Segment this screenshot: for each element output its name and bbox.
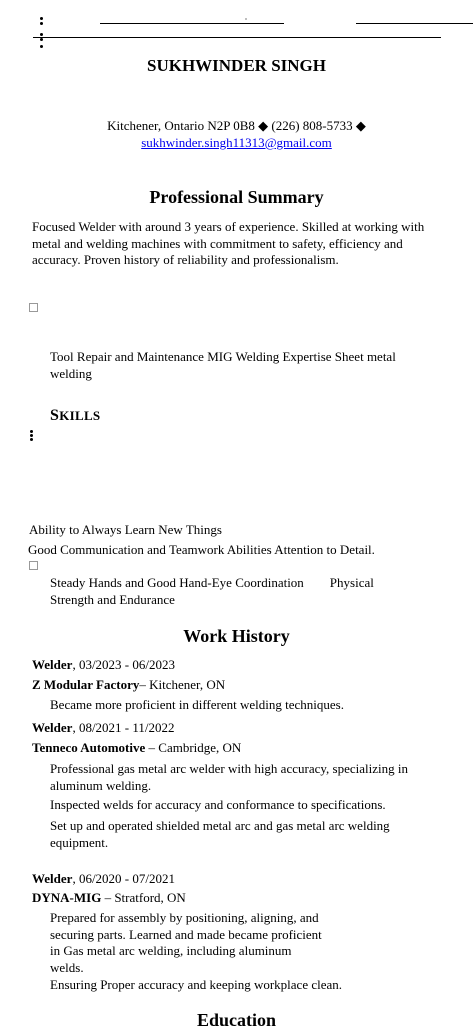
company-line: DYNA-MIG – Stratford, ON — [32, 890, 186, 905]
skills-top-text: Tool Repair and Maintenance MIG Welding Expertise Sheet metal welding — [50, 349, 396, 381]
skill-line: Good Communication and Teamwork Abilities Attention to Detail. — [28, 542, 375, 557]
job-bullet: Prepared for assembly by positioning, aligning, and securing parts. Learned and made became proficient in Gas metal arc welding, including aluminum welds. — [50, 910, 322, 975]
decorative-dot — [40, 33, 43, 36]
job-bullet: Set up and operated shielded metal arc and gas metal arc welding equipment. — [50, 818, 390, 850]
decorative-dot — [245, 18, 247, 20]
candidate-name: SUKHWINDER SINGH — [146, 56, 326, 75]
decorative-dot — [40, 22, 43, 25]
job-bullet: Professional gas metal arc welder with high accuracy, specializing in aluminum welding. — [50, 761, 408, 793]
decorative-dot — [40, 38, 43, 41]
skill-line: Ability to Always Learn New Things — [29, 522, 222, 537]
address-line: Kitchener, Ontario N2P 0B8 ◆ (226) 808-5733 ◆ — [107, 118, 366, 133]
missing-image-icon — [29, 303, 38, 312]
section-heading-education: Education — [196, 1010, 277, 1030]
company-line: Tenneco Automotive – Cambridge, ON — [32, 740, 242, 755]
decorative-dot — [30, 438, 33, 441]
section-heading-skills — [50, 408, 100, 425]
contact-block — [0, 117, 473, 151]
job-bullet: Became more proficient in different welding techniques. — [50, 697, 344, 712]
section-heading-work: Work History — [183, 626, 290, 646]
top-rule-right — [356, 23, 473, 24]
job-bullet: Ensuring Proper accuracy and keeping workplace clean. — [50, 977, 343, 992]
company-line: Z Modular Factory– Kitchener, ON — [32, 677, 226, 692]
skills-heading-rest: KILLS — [59, 408, 101, 423]
email-link[interactable]: sukhwinder.singh11313@gmail.com — [141, 135, 332, 150]
job-title: Welder, 06/2020 - 07/2021 — [32, 871, 175, 886]
decorative-dot — [30, 434, 33, 437]
decorative-dot — [40, 45, 43, 48]
missing-image-icon — [29, 561, 38, 570]
decorative-dot — [30, 430, 33, 433]
summary-text: Focused Welder with around 3 years of experience. Skilled at working with metal and welding machines with commitment to safety, efficiency and accuracy. Proven history of reliability and professionalism. — [32, 219, 425, 267]
job-title: Welder, 08/2021 - 11/2022 — [32, 720, 175, 735]
skill-line: Steady Hands and Good Hand-Eye Coordination Physical Strength and Endurance — [50, 575, 378, 607]
section-heading-summary: Professional Summary — [149, 187, 324, 207]
skills-heading-initial: S — [50, 407, 60, 424]
header-rule — [33, 37, 441, 38]
job-bullet: Inspected welds for accuracy and conformance to specifications. — [50, 797, 386, 812]
job-title: Welder, 03/2023 - 06/2023 — [32, 657, 175, 672]
decorative-dot — [40, 17, 43, 20]
top-rule-left — [100, 23, 284, 24]
